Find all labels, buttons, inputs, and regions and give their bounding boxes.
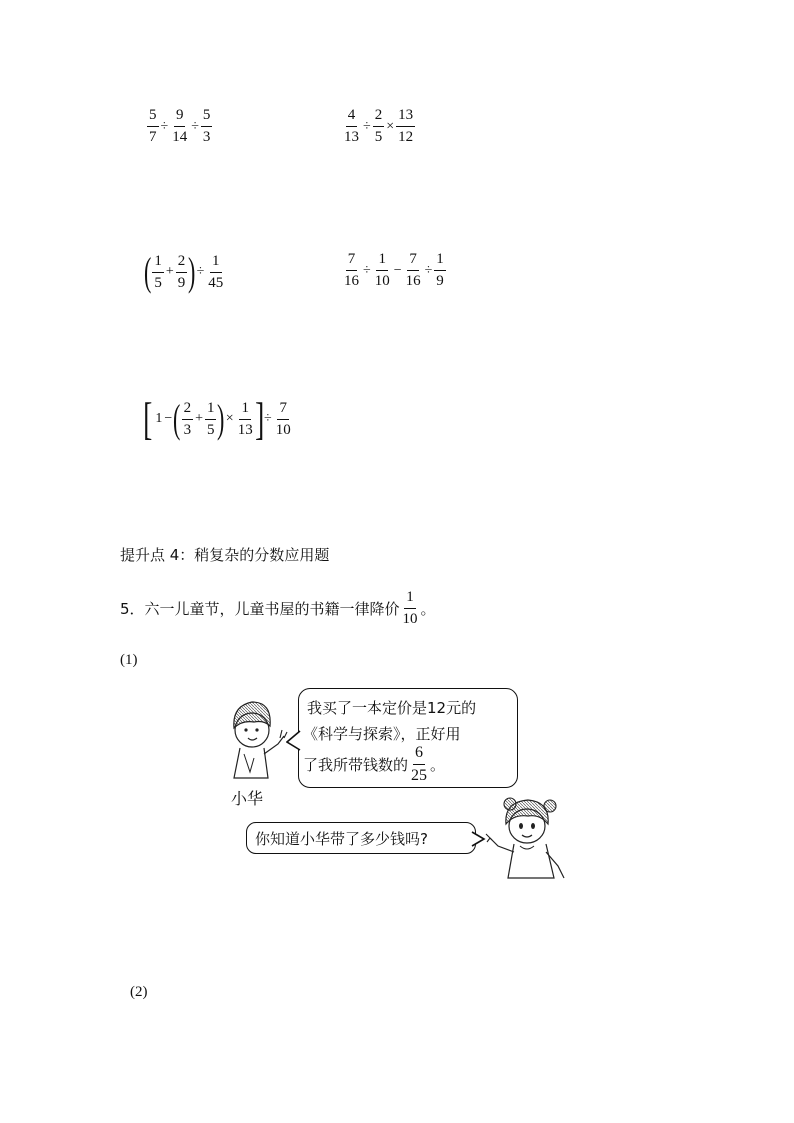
- denominator: 13: [237, 421, 253, 438]
- operator: ÷: [196, 264, 205, 279]
- numerator: 2: [176, 254, 188, 273]
- numerator: 7: [346, 252, 358, 271]
- fraction: [236, 401, 255, 438]
- left-paren: (: [173, 396, 181, 441]
- speech-bubble-boy: [298, 688, 518, 788]
- numerator: 1: [239, 401, 251, 420]
- boy-illustration: [224, 698, 288, 786]
- numerator: 9: [174, 108, 186, 127]
- denominator: 5: [206, 421, 215, 438]
- speech-bubble-girl: [246, 822, 476, 854]
- problem-5: [120, 590, 436, 627]
- operator: ÷: [363, 118, 371, 134]
- numerator: 5: [147, 108, 159, 127]
- numerator: 4: [346, 108, 358, 127]
- numerator: 1: [404, 590, 416, 609]
- fraction: [373, 252, 392, 289]
- problem-text: 5．六一儿童节，儿童书屋的书籍一律降价: [120, 600, 400, 618]
- numerator: 2: [182, 401, 194, 420]
- denominator: 3: [202, 129, 211, 145]
- fraction: [342, 108, 361, 145]
- denominator: 12: [398, 129, 414, 145]
- bubble-2-text: 你知道小华带了多少钱吗?: [255, 830, 428, 848]
- operator: ×: [225, 411, 234, 426]
- fraction: [342, 252, 361, 289]
- operator: ÷: [424, 262, 433, 278]
- boy-name-label: 小华: [231, 789, 264, 808]
- fraction: [206, 254, 225, 291]
- fraction: [409, 745, 429, 784]
- fraction: [201, 108, 213, 145]
- bubble-tail-boy: [286, 730, 302, 752]
- part-2-label: (2): [130, 984, 148, 1000]
- numerator: 1: [434, 252, 446, 271]
- denominator: 25: [411, 767, 428, 784]
- fraction: [152, 254, 164, 291]
- operator: +: [195, 411, 203, 426]
- denominator: 5: [154, 274, 162, 291]
- bubble-line-3-text: 了我所带钱数的: [303, 756, 409, 774]
- denominator: 14: [172, 129, 188, 145]
- operator: ÷: [191, 118, 199, 134]
- operator: −: [164, 411, 173, 426]
- denominator: 7: [149, 129, 157, 145]
- fraction: [401, 590, 420, 627]
- girl-illustration: [484, 794, 570, 882]
- problem-end: 。: [420, 600, 436, 618]
- denominator: 10: [374, 273, 390, 289]
- fraction: [205, 401, 217, 438]
- numerator: 2: [373, 108, 385, 127]
- numerator: 1: [205, 401, 217, 420]
- bubble-line-1: 我买了一本定价是12元的: [307, 699, 477, 717]
- left-paren: (: [143, 249, 152, 294]
- bubble-line-3: [303, 745, 445, 784]
- numerator: 1: [210, 254, 222, 273]
- numerator: 13: [396, 108, 415, 127]
- operator: ÷: [160, 118, 169, 134]
- fraction: [404, 252, 423, 289]
- numerator: 7: [277, 401, 289, 420]
- operator: ÷: [363, 262, 371, 278]
- operator: +: [165, 264, 174, 279]
- fraction: [147, 108, 159, 145]
- expression-5: [143, 393, 294, 444]
- numerator: 5: [201, 108, 213, 127]
- bubble-line-2: 《科学与探索》，正好用: [303, 725, 461, 743]
- fraction: [434, 252, 446, 289]
- expression-2: [341, 108, 416, 145]
- number: 1: [155, 411, 163, 426]
- part-1-label: (1): [120, 652, 138, 668]
- numerator: 1: [376, 252, 388, 271]
- expression-3: [143, 249, 226, 294]
- operator: ÷: [264, 411, 272, 426]
- denominator: 16: [344, 273, 359, 289]
- expression-1: [146, 108, 213, 145]
- numerator: 6: [413, 745, 425, 765]
- numerator: 1: [152, 254, 164, 273]
- denominator: 16: [405, 273, 421, 289]
- denominator: 13: [344, 129, 359, 145]
- denominator: 9: [436, 273, 444, 289]
- denominator: 5: [374, 129, 383, 145]
- right-paren: ): [188, 249, 196, 294]
- fraction: [176, 254, 188, 291]
- denominator: 9: [177, 274, 186, 291]
- fraction: [396, 108, 415, 145]
- denominator: 10: [275, 421, 291, 438]
- operator: −: [393, 262, 402, 278]
- expression-4: [341, 252, 447, 289]
- denominator: 10: [402, 611, 418, 627]
- operator: ×: [386, 118, 395, 134]
- denominator: 3: [183, 421, 192, 438]
- fraction: [170, 108, 189, 145]
- fraction: [274, 401, 293, 438]
- section-heading: 提升点 4：稍复杂的分数应用题: [120, 546, 330, 564]
- fraction: [373, 108, 385, 145]
- right-paren: ): [217, 396, 225, 441]
- numerator: 7: [407, 252, 419, 271]
- fraction: [182, 401, 194, 438]
- right-bracket: ]: [254, 393, 264, 444]
- bubble-line-3-end: 。: [430, 756, 446, 774]
- left-bracket: [: [143, 393, 153, 444]
- denominator: 45: [208, 274, 224, 291]
